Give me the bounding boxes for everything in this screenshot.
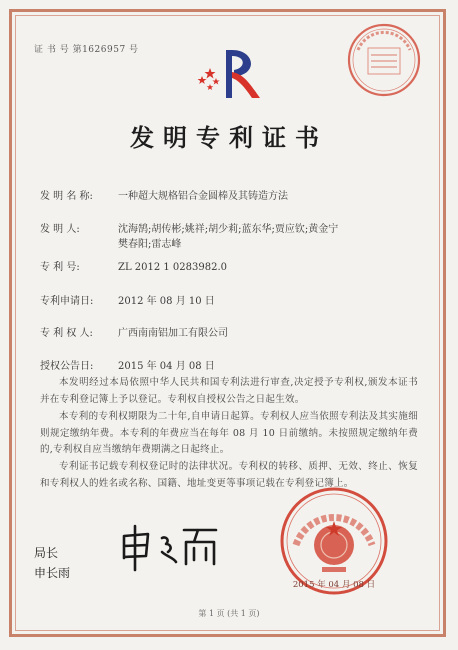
inventor-value: 沈海鹄;胡传彬;姚祥;胡少莉;蓝东华;贾应钦;黄金宁 [118,224,339,235]
director-signature [118,522,223,574]
patentee-label: 专 利 权 人: [40,328,93,339]
grant-date-label: 授权公告日: [40,361,94,372]
inventor-value-line2: 樊春阳;雷志峰 [118,239,182,250]
top-seal-stamp [344,20,424,100]
invention-name-label: 发 明 名 称: [40,191,93,202]
grant-date-row [40,357,215,372]
page-footer: 第 1 页 (共 1 页) [198,609,260,618]
certificate-title: 发明专利证书 [130,123,328,152]
patentee-value: 广西南南铝加工有限公司 [118,328,228,339]
invention-name-row [40,187,288,202]
patentee-row [40,324,228,339]
filing-date-value: 2012 年 08 月 10 日 [118,296,215,307]
paragraph-register: 专利证书记载专利权登记时的法律状况。专利权的转移、质押、无效、终止、恢复和专利权人的姓名或名称、国籍、地址变更等事项记载在专利登记簿上。 [40,461,418,489]
official-seal [278,485,390,597]
patent-number-label: 专 利 号: [40,262,80,273]
invention-name-value: 一种超大规格铝合金圆棒及其铸造方法 [118,191,288,202]
director-name: 申长雨 [34,566,71,580]
paragraph-grant: 本发明经过本局依照中华人民共和国专利法进行审查,决定授予专利权,颁发本证书并在专利登记簿上予以登记。专利权自授权公告之日起生效。 [40,377,418,405]
director-block [34,543,70,583]
paragraph-term: 本专利的专利权期限为二十年,自申请日起算。专利权人应当依照专利法及其实施细则规定缴纳年费。本专利的年费应当在每年 08 月 10 日前缴纳。未按照规定缴纳年费的,专利权自应当缴纳年费期满之日起终止。 [40,411,418,455]
cnipa-logo [188,42,270,102]
inventor-row [40,220,338,235]
patent-number-row [40,258,227,273]
filing-date-label: 专利申请日: [40,296,94,307]
grant-date-value: 2015 年 04 月 08 日 [118,361,215,372]
filing-date-row [40,292,215,307]
seal-date-text: 2015 年 04 月 08 日 [292,580,376,590]
certificate-number: 证 书 号 第1626957 号 [34,45,139,55]
inventor-label: 发 明 人: [40,224,80,235]
director-title: 局长 [34,546,59,560]
patent-number-value: ZL 2012 1 0283982.0 [118,262,228,273]
